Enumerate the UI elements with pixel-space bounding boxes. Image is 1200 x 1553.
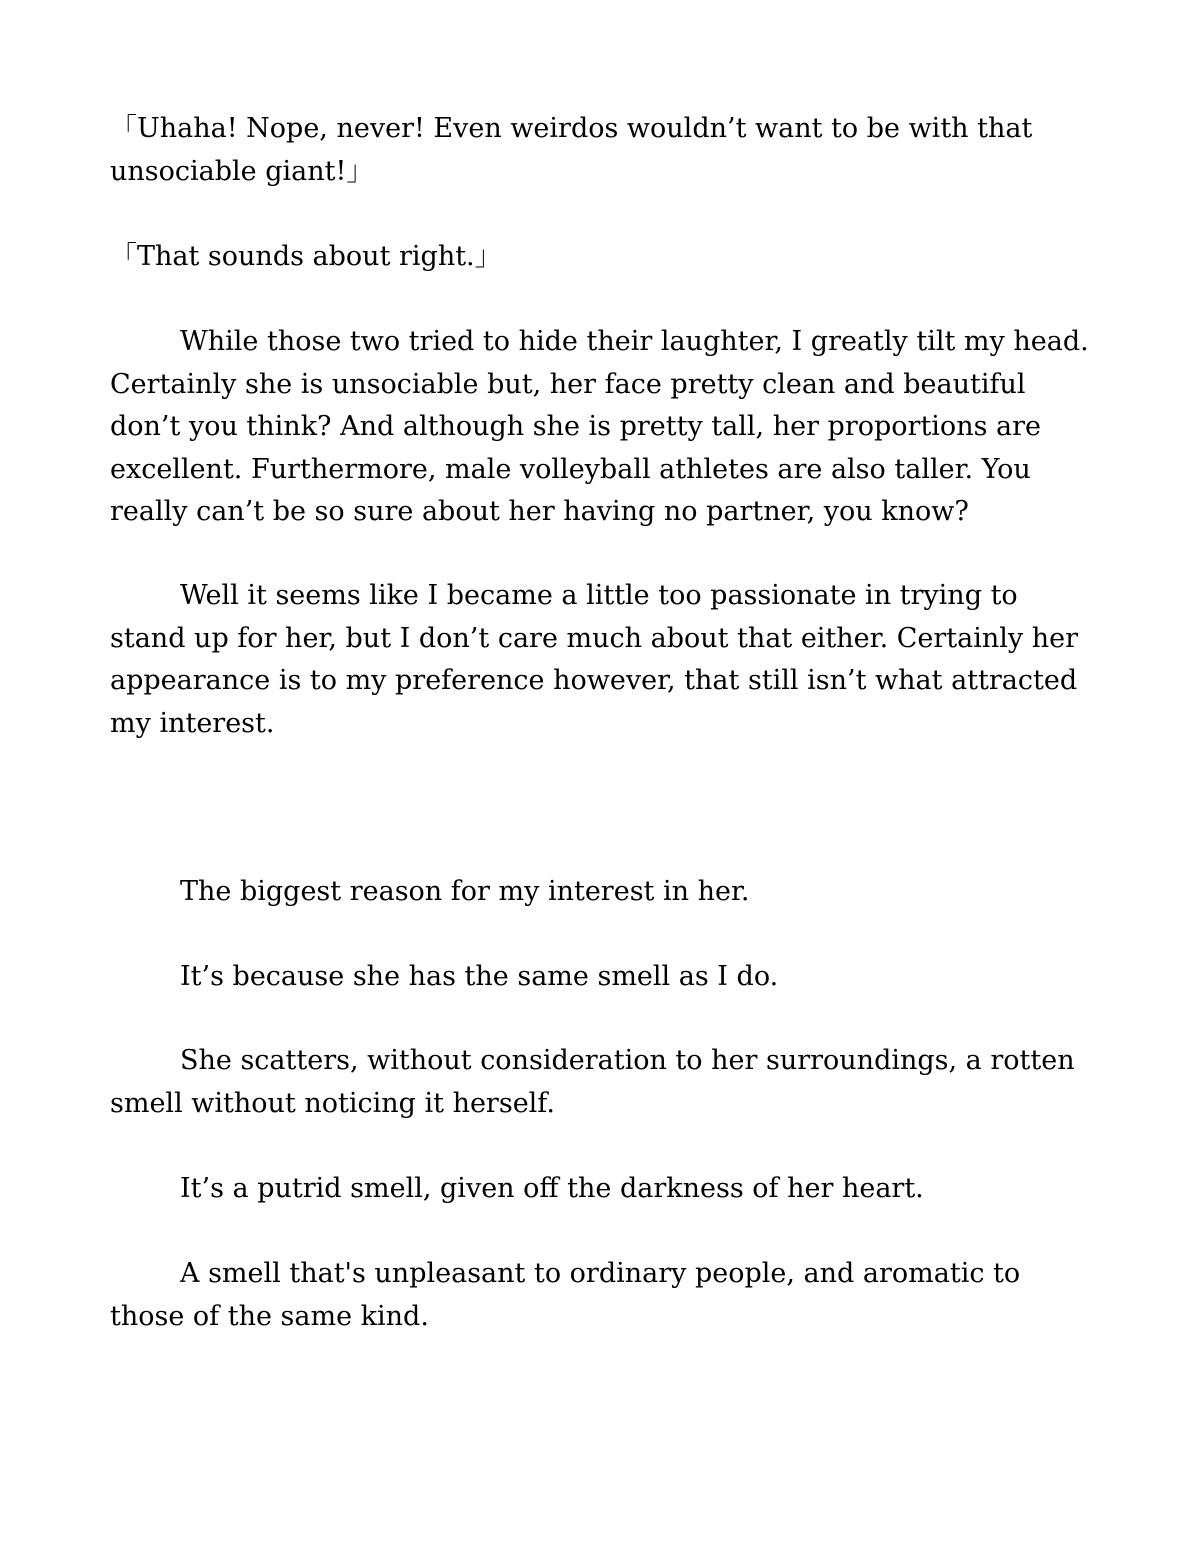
narration-paragraph: A smell that's unpleasant to ordinary people, and aromatic to those of the same kind. xyxy=(110,1258,1021,1332)
dialogue-paragraph: 「That sounds about right.」 xyxy=(110,241,502,272)
dialogue-paragraph: 「Uhaha! Nope, never! Even weirdos wouldn’t want to be with that unsociable giant!」 xyxy=(110,113,1033,187)
narration-paragraph: It’s a putrid smell, given off the darkness of her heart. xyxy=(180,1173,924,1204)
narration-paragraph: While those two tried to hide their laughter, I greatly tilt my head. Certainly she is unsociable but, her face pretty clean and beautiful don’t you think? And although she is pretty tall, her proportions are excellent. Furthermore, male volleyball athletes are also taller. You really can’t be so sure about her having no partner, you know? xyxy=(110,326,1089,527)
narration-paragraph: She scatters, without consideration to her surroundings, a rotten smell without noticing it herself. xyxy=(110,1045,1075,1119)
narration-paragraph: It’s because she has the same smell as I do. xyxy=(180,961,779,992)
narration-paragraph: The biggest reason for my interest in her. xyxy=(180,876,750,907)
narration-paragraph: Well it seems like I became a little too passionate in trying to stand up for her, but I don’t care much about that either. Certainly her appearance is to my preference however, that still isn’t what attracted my interest. xyxy=(110,580,1079,739)
